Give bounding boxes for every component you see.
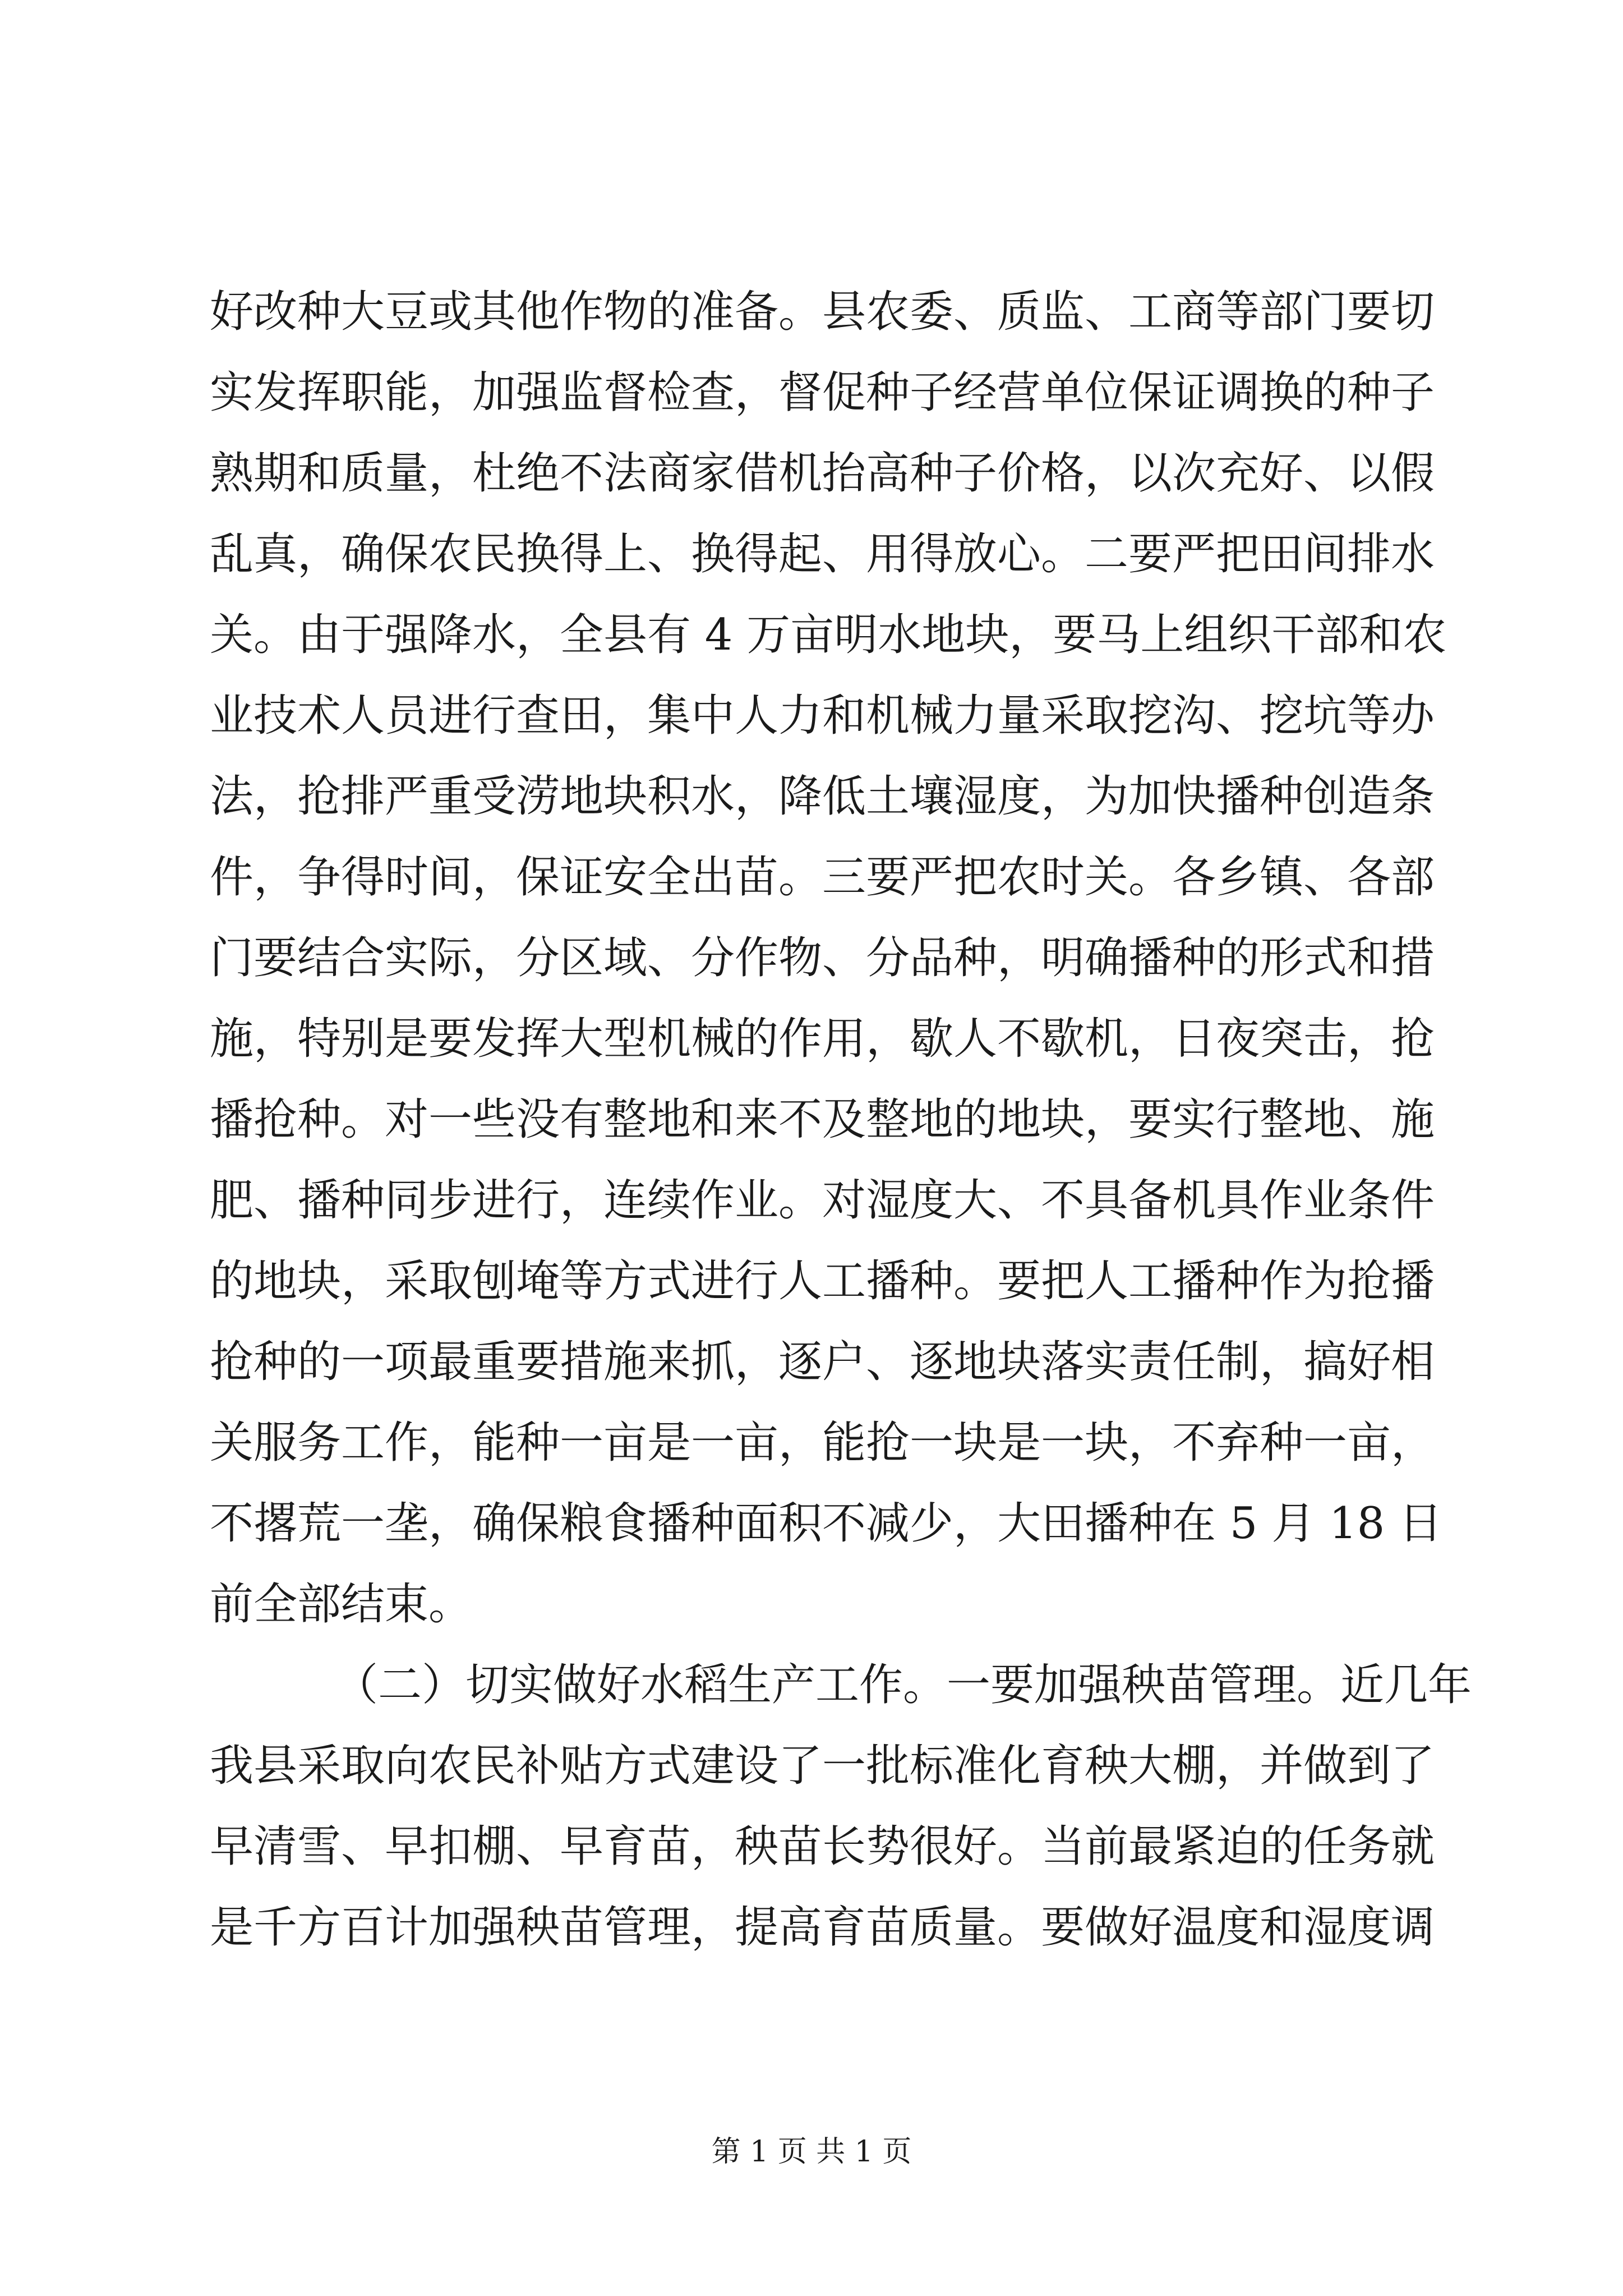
- text-line: 法，抢排严重受涝地块积水，降低土壤湿度，为加快播种创造条: [210, 771, 1435, 822]
- text-line: 我县采取向农民补贴方式建设了一批标准化育秧大棚，并做到了: [210, 1741, 1435, 1791]
- paragraph-end-line: 前全部结束。: [210, 1579, 473, 1630]
- text-line: 实发挥职能，加强监督检查，督促种子经营单位保证调换的种子: [210, 367, 1435, 418]
- section-heading-line: （二）切实做好水稻生产工作。一要加强秧苗管理。近几年: [334, 1660, 1472, 1710]
- text-line: 熟期和质量，杜绝不法商家借机抬高种子价格，以次充好、以假: [210, 448, 1435, 499]
- text-line: 肥、播种同步进行，连续作业。对湿度大、不具备机具作业条件: [210, 1175, 1435, 1226]
- document-body: [210, 272, 1472, 1968]
- text-line: 件，争得时间，保证安全出苗。三要严把农时关。各乡镇、各部: [210, 852, 1435, 903]
- text-line: 抢种的一项最重要措施来抓，逐户、逐地块落实责任制，搞好相: [210, 1337, 1435, 1387]
- text-line: 业技术人员进行查田，集中人力和机械力量采取挖沟、挖坑等办: [210, 691, 1435, 741]
- text-line: 好改种大豆或其他作物的准备。县农委、质监、工商等部门要切: [210, 287, 1435, 337]
- text-line: 不撂荒一垄，确保粮食播种面积不减少，大田播种在 5 月 18 日: [210, 1498, 1443, 1549]
- text-line: 播抢种。对一些没有整地和来不及整地的地块，要实行整地、施: [210, 1094, 1435, 1145]
- text-line: 早清雪、早扣棚、早育苗，秧苗长势很好。当前最紧迫的任务就: [210, 1821, 1435, 1872]
- page-footer: 第 1 页 共 1 页: [711, 2135, 912, 2169]
- text-line: 关服务工作，能种一亩是一亩，能抢一块是一块，不弃种一亩，: [210, 1418, 1435, 1468]
- text-line: 施，特别是要发挥大型机械的作用，歇人不歇机，日夜突击，抢: [210, 1014, 1435, 1064]
- text-line: 门要结合实际，分区域、分作物、分品种，明确播种的形式和措: [210, 933, 1435, 983]
- text-line: 是千方百计加强秧苗管理，提高育苗质量。要做好温度和湿度调: [210, 1902, 1435, 1953]
- text-line: 的地块，采取刨埯等方式进行人工播种。要把人工播种作为抢播: [210, 1256, 1435, 1306]
- text-line: 乱真，确保农民换得上、换得起、用得放心。二要严把田间排水: [210, 529, 1435, 579]
- text-line: 关。由于强降水，全县有 4 万亩明水地块，要马上组织干部和农: [210, 610, 1447, 660]
